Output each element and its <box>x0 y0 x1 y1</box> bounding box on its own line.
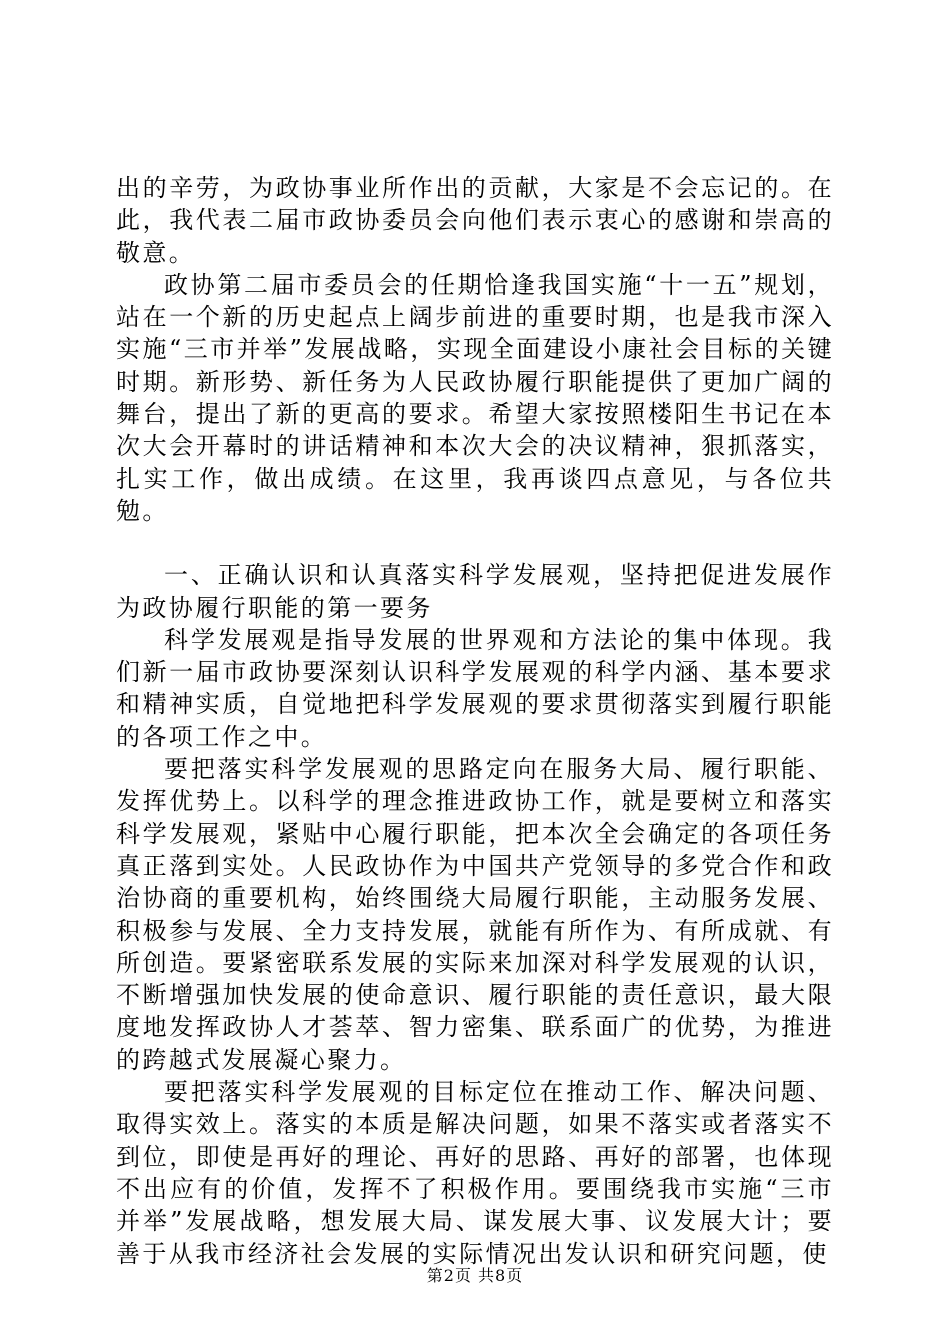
paragraph-serve-overall: 要把落实科学发展观的思路定向在服务大局、履行职能、发挥优势上。以科学的理念推进政协工作，就是要树立和落实科学发展观，紧贴中心履行职能，把本次全会确定的各项任务真正落到实处。人民政协作为中国共产党领导的多党合作和政治协商的重要机构，始终围绕大局履行职能，主动服务发展、积极参与发展、全力支持发展，就能有所作为、有所成就、有所创造。要紧密联系发展的实际来加深对科学发展观的认识，不断增强加快发展的使命意识、履行职能的责任意识，最大限度地发挥政协人才荟萃、智力密集、联系面广的优势，为推进的跨越式发展凝心聚力。 <box>116 755 834 1074</box>
paragraph-practical-results: 要把落实科学发展观的目标定位在推动工作、解决问题、取得实效上。落实的本质是解决问题，如果不落实或者落实不到位，即使是再好的理论、再好的思路、再好的部署，也体现不出应有的价值，发挥不了积极作用。要围绕我市实施“三市并举”发展战略，想发展大局、谋发展大事、议发展大计；要善于从我市经济社会发展的实际情况出发认识和研究问题，使 <box>116 1078 834 1268</box>
paragraph-term-context: 政协第二届市委员会的任期恰逢我国实施“十一五”规划，站在一个新的历史起点上阔步前进的重要时期，也是我市深入实施“三市并举”发展战略，实现全面建设小康社会目标的关键时期。新形势、新任务为人民政协履行职能提供了更加广阔的舞台，提出了新的更高的要求。希望大家按照楼阳生书记在本次大会开幕时的讲话精神和本次大会的决议精神，狠抓落实，扎实工作，做出成绩。在这里，我再谈四点意见，与各位共勉。 <box>116 270 834 525</box>
document-body <box>116 172 834 1270</box>
section-heading-one: 一、正确认识和认真落实科学发展观，坚持把促进发展作为政协履行职能的第一要务 <box>116 561 834 622</box>
paragraph-continuation: 出的辛劳，为政协事业所作出的贡献，大家是不会忘记的。在此，我代表二届市政协委员会向他们表示衷心的感谢和崇高的敬意。 <box>116 174 834 267</box>
paragraph-scientific-outlook: 科学发展观是指导发展的世界观和方法论的集中体现。我们新一届市政协要深刻认识科学发展观的科学内涵、基本要求和精神实质，自觉地把科学发展观的要求贯彻落实到履行职能的各项工作之中。 <box>116 625 834 751</box>
page-number-footer: 第2页 共8页 <box>426 1266 524 1285</box>
